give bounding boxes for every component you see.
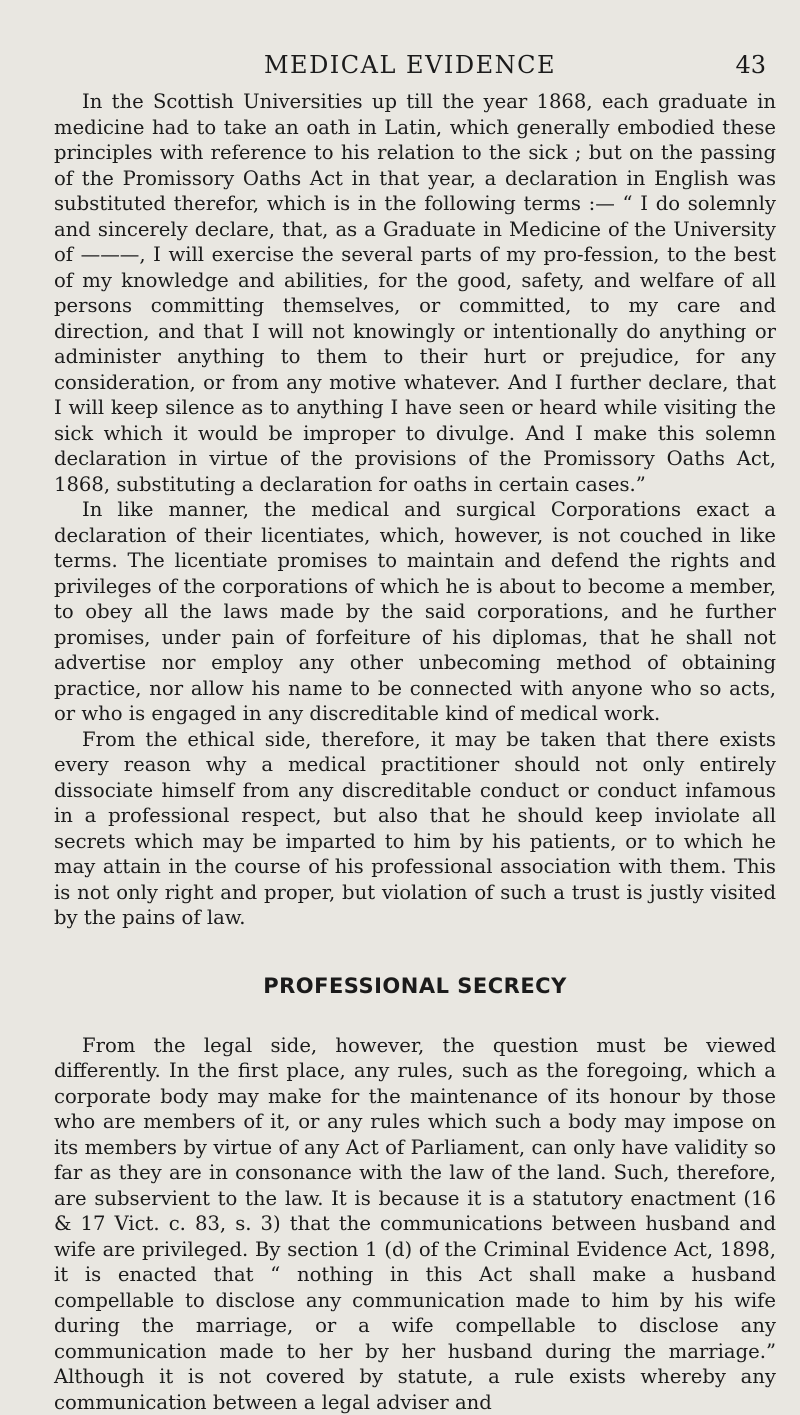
running-head bbox=[54, 48, 766, 82]
body-text bbox=[54, 89, 776, 1415]
paragraph: From the ethical side, therefore, it may be taken that there exists every reason why a medical practitioner should not only entirely dissociate himself from any discreditable conduct or conduct infamous in a professional respect, but also that he should keep inviolate all secrets which may be imparted to him by his patients, or to which he may attain in the course of his professional association with them. This is not only right and proper, but violation of such a trust is justly visited by the pains of law. bbox=[54, 727, 776, 931]
paragraph: In like manner, the medical and surgical Corporations exact a declaration of their licentiates, which, however, is not couched in like terms. The licentiate promises to maintain and defend the rights and privileges of the corporations of which he is about to become a member, to obey all the laws made by the said corporations, and he further promises, under pain of forfeiture of his diplomas, that he shall not advertise nor employ any other unbecoming method of obtaining practice, nor allow his name to be connected with anyone who so acts, or who is engaged in any discreditable kind of medical work. bbox=[54, 497, 776, 727]
section-heading: PROFESSIONAL SECRECY bbox=[54, 973, 776, 999]
running-title: MEDICAL EVIDENCE bbox=[54, 48, 766, 82]
page-number: 43 bbox=[735, 48, 766, 82]
paragraph: In the Scottish Universities up till the year 1868, each graduate in medicine had to take an oath in Latin, which generally embodied these principles with reference to his relation to the sick ; but on the passing of the Promissory Oaths Act in that year, a declaration in English was substituted therefor, which is in the following terms :— “ I do solemnly and sincerely declare, that, as a Graduate in Medicine of the University of ———, I will exercise the several parts of my pro-fession, to the best of my knowledge and abilities, for the good, safety, and welfare of all persons committing themselves, or committed, to my care and direction, and that I will not knowingly or intentionally do anything or administer anything to them to their hurt or prejudice, for any consideration, or from any motive whatever. And I further declare, that I will keep silence as to anything I have seen or heard while visiting the sick which it would be improper to divulge. And I make this solemn declaration in virtue of the provisions of the Promissory Oaths Act, 1868, substituting a declaration for oaths in certain cases.” bbox=[54, 89, 776, 497]
paragraph: From the legal side, however, the question must be viewed differently. In the first place, any rules, such as the foregoing, which a corporate body may make for the maintenance of its honour by those who are members of it, or any rules which such a body may impose on its members by virtue of any Act of Parliament, can only have validity so far as they are in consonance with the law of the land. Such, therefore, are subservient to the law. It is because it is a statutory enactment (16 & 17 Vict. c. 83, s. 3) that the communications between husband and wife are privileged. By section 1 (d) of the Criminal Evidence Act, 1898, it is enacted that “ nothing in this Act shall make a husband compellable to disclose any communication made to him by his wife during the marriage, or a wife compellable to disclose any communication made to her by her husband during the marriage.” Although it is not covered by statute, a rule exists whereby any communication between a legal adviser and bbox=[54, 1033, 776, 1415]
